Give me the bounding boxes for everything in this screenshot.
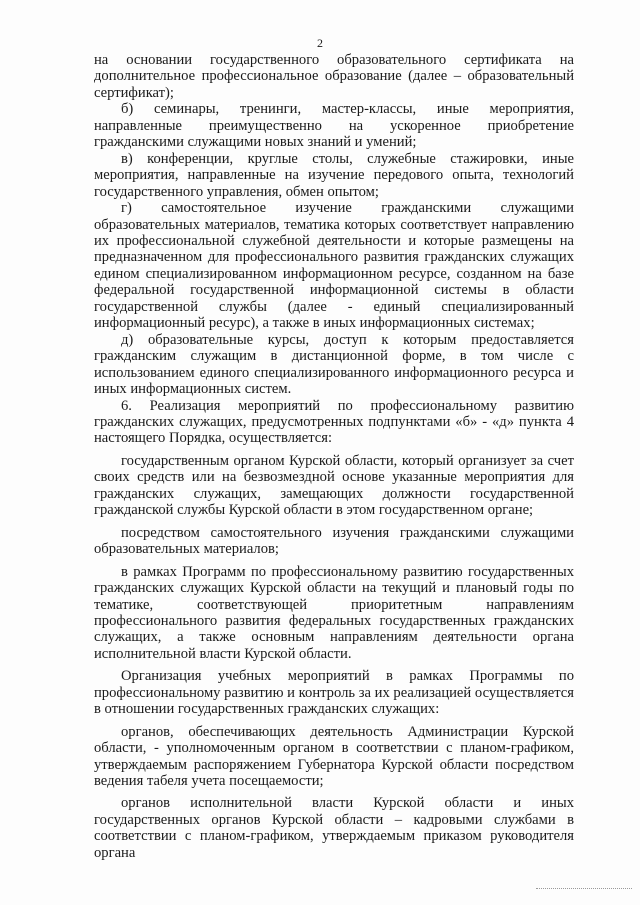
- paragraph-executive-bodies: органов исполнительной власти Курской области и иных государственных органов Курской области – кадровыми службами в соответствии с планом-графиком, утверждаемым приказом руководителя органа: [94, 795, 574, 861]
- paragraph-programs: в рамках Программ по профессиональному развитию государственных гражданских служащих Курской области на текущий и плановый годы по тематике, соответствующей приоритетным направлениям профессионального развития федеральных государственных гражданских служащих, а также основным направлениям деятельности органа исполнительной власти Курской области.: [94, 563, 574, 662]
- paragraph-organization-of-events: Организация учебных мероприятий в рамках Программы по профессиональному развитию и контроль за их реализацией осуществляется в отношении государственных гражданских служащих:: [94, 668, 574, 718]
- paragraph-item-v-conferences: в) конференции, круглые столы, служебные стажировки, иные мероприятия, направленные на изучение передового опыта, технологий государственного управления, обмен опытом;: [94, 150, 574, 200]
- paragraph-state-body: государственным органом Курской области, который организует за счет своих средств или на безвозмездной основе указанные мероприятия для гражданских служащих, замещающих должности государственной гражданской службы Курской области в этом государственном органе;: [94, 452, 574, 519]
- paragraph-item-g-self-study: г) самостоятельное изучение гражданскими служащими образовательных материалов, тематика которых соответствует направлению их профессиональной служебной деятельности и которые размещены на предназначенном для профессионального развития гражданских служащих едином специализированном информационном ресурсе, созданном на базе федеральной государственной информационной системы в области государственной службы (далее - единый специализированный информационный ресурс), а также в иных информационных системах;: [94, 200, 574, 332]
- paragraph-administration-bodies: органов, обеспечивающих деятельность Администрации Курской области, - уполномоченным органом в соответствии с планом-графиком, утверждаемым распоряжением Губернатора Курской области посредством ведения табеля учета посещаемости;: [94, 723, 574, 790]
- paragraph-item-d-distance-courses: д) образовательные курсы, доступ к которым предоставляется гражданским служащим в дистанционной форме, в том числе с использованием единого специализированного информационного ресурса и иных информационных систем.: [94, 331, 574, 398]
- paragraph-item-b-seminars: б) семинары, тренинги, мастер-классы, иные мероприятия, направленные преимущественно на ускоренное приобретение гражданскими служащими новых знаний и умений;: [94, 101, 574, 151]
- scan-artifact: [536, 886, 632, 889]
- document-body: [94, 52, 574, 861]
- paragraph-section-6: 6. Реализация мероприятий по профессиональному развитию гражданских служащих, предусмотренных подпунктами «б» - «д» пункта 4 настоящего Порядка, осуществляется:: [94, 397, 574, 447]
- page-number: 2: [317, 36, 323, 50]
- paragraph-education-certificate: на основании государственного образовательного сертификата на дополнительное профессиональное образование (далее – образовательный сертификат);: [94, 52, 574, 101]
- paragraph-self-study-materials: посредством самостоятельного изучения гражданскими служащими образовательных материалов;: [94, 524, 574, 558]
